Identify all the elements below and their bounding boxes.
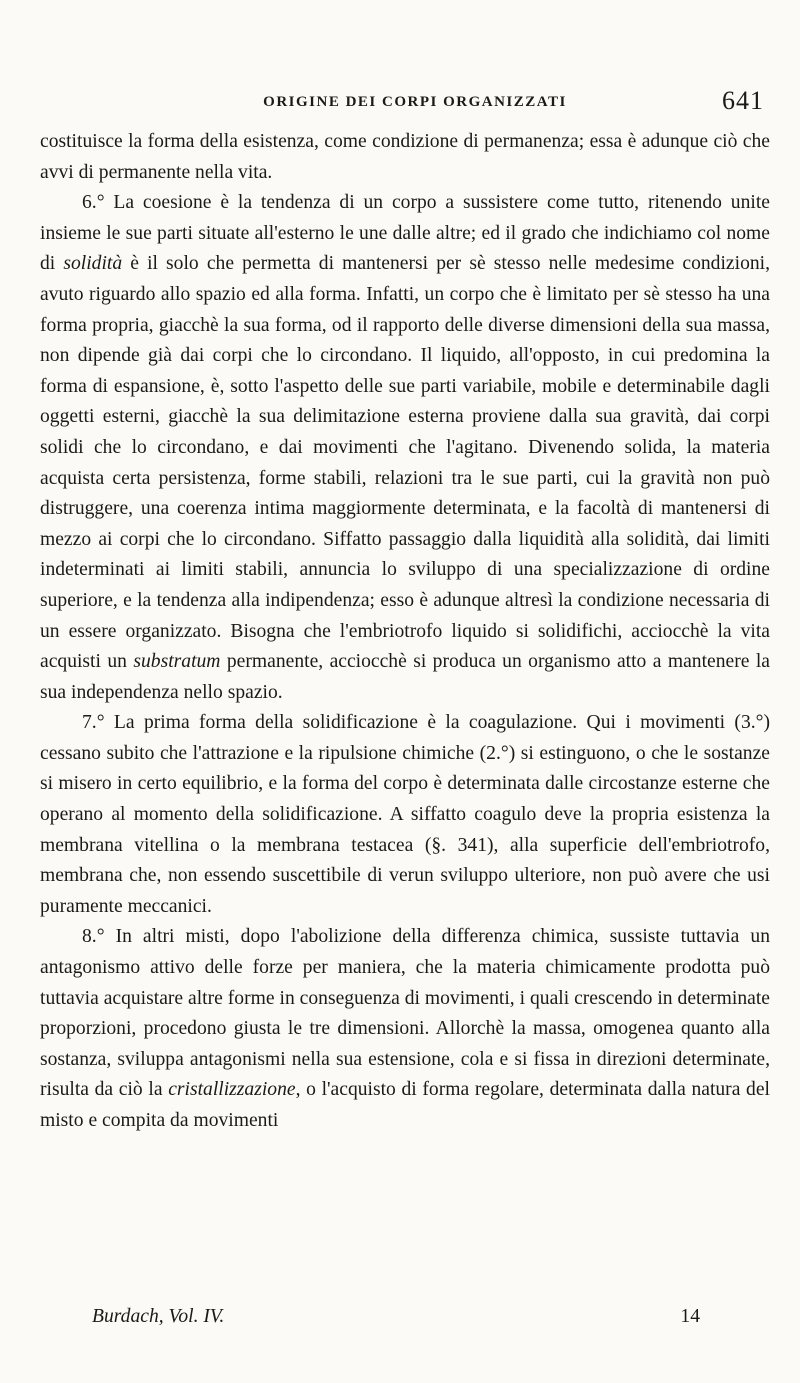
body-text <box>40 127 770 1137</box>
paragraph-continuation <box>40 127 770 188</box>
text-segment: permanente, acciocchè si produca un organismo atto a mantenere la sua independenza nello spazio. <box>40 651 770 703</box>
italic-term: solidità <box>63 253 123 275</box>
paragraph-8 <box>40 922 770 1136</box>
text-segment: costituisce la forma della esistenza, come condizione di permanenza; essa è adunque ciò che avvi di permanente nella vita. <box>40 131 770 183</box>
gathering-number: 14 <box>680 1306 700 1327</box>
signature-mark: Burdach, Vol. IV. <box>92 1306 225 1327</box>
paragraph-7 <box>40 708 770 922</box>
text-segment: 8.° In altri misti, dopo l'abolizione della differenza chimica, sussiste tuttavia un antagonismo attivo delle forze per maniera, che la materia chimicamente prodotta può tuttavia acquistare altre forme in conseguenza di movimenti, i quali crescendo in determinate proporzioni, procedono giusta le tre dimensioni. Allorchè la massa, omogenea quanto alla sostanza, sviluppa antagonismi nella sua estensione, cola e si fissa in direzioni determinate, risulta da ciò la <box>40 926 770 1101</box>
italic-term: cristallizzazione <box>168 1079 296 1101</box>
running-head: ORIGINE DEI CORPI ORGANIZZATI <box>263 94 567 110</box>
text-segment: è il solo che permetta di mantenersi per sè stesso nelle medesime condizioni, avuto riguardo allo spazio ed alla forma. Infatti, un corpo che è limitato per sè stesso ha una forma propria, giacchè la sua forma, od il rapporto delle diverse dimensioni della sua massa, non dipende già dai corpi che lo circondano. Il liquido, all'opposto, in cui predomina la forma di espansione, è, sotto l'aspetto delle sue parti variabile, mobile e determinabile dagli oggetti esterni, giacchè la sua delimitazione esterna proviene dalla sua gravità, dai corpi solidi che lo circondano, e dai movimenti che l'agitano. Divenendo solida, la materia acquista certa persistenza, forme stabili, relazioni tra le sue parti, cui la gravità non può distruggere, una coerenza intima maggiormente determinata, e la facoltà di mantenersi di mezzo ai corpi che lo circondano. Siffatto passaggio dalla liquidità alla solidità, dai limiti indeterminati ai limiti stabili, annuncia lo sviluppo di una specializzazione di ordine superiore, e la tendenza alla indipendenza; esso è adunque altresì la condizione necessaria di un essere organizzato. Bisogna che l'embriotrofo liquido si solidifichi, acciocchè la vita acquisti un <box>40 253 771 673</box>
page-footer <box>92 1306 700 1336</box>
text-segment: 7.° La prima forma della solidificazione è la coagulazione. Qui i movimenti (3.°) cessano subito che l'attrazione e la ripulsione chimiche (2.°) si estinguono, o che le sostanze si misero in certo equilibrio, e la forma del corpo è determinata dalle circostanze esterne che operano al momento della solidificazione. A siffatto coagulo deve la propria esistenza la membrana vitellina o la membrana testacea (§. 341), alla superficie dell'embriotrofo, membrana che, non essendo suscettibile di verun sviluppo ulteriore, non può avere che usi puramente meccanici. <box>40 712 770 917</box>
text-segment: , o l'acquisto di forma regolare, determinata dalla natura del misto e compita da movimenti <box>40 1079 770 1131</box>
italic-term: substratum <box>133 651 221 673</box>
page-header <box>40 88 770 122</box>
text-segment: 6.° La coesione è la tendenza di un corpo a sussistere come tutto, ritenendo unite insieme le sue parti situate all'esterno le une dalle altre; ed il grado che indichiamo col nome di <box>40 192 770 275</box>
page-number: 641 <box>722 86 764 115</box>
paragraph-6 <box>40 188 770 708</box>
